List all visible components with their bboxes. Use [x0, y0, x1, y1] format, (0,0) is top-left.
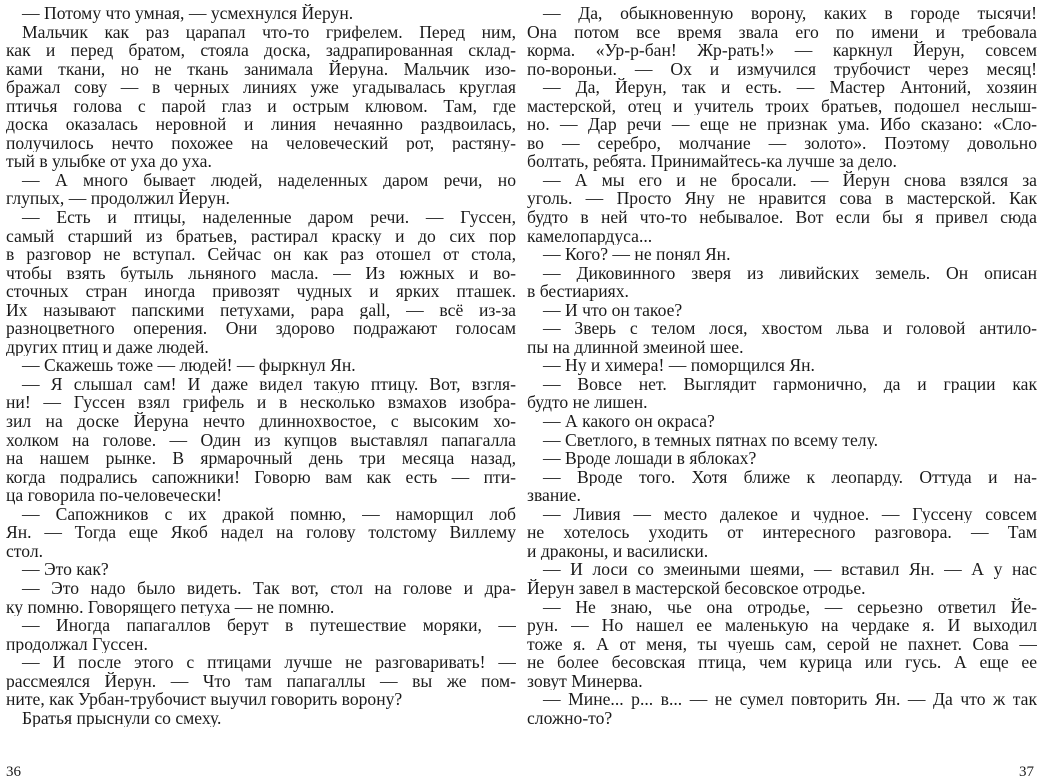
text-line: — Ну и химера! — поморщился Ян.	[543, 356, 815, 375]
text-line: холком на голове. — Один из купцов выставлял папагалла	[6, 430, 516, 450]
text-line: но. — Дар речи — еще не признак ума. Ибо сказано: «Сло-	[527, 115, 1037, 134]
text-line: — Да, Йерун, так и есть. — Мастер Антоний, хозяин	[543, 78, 1037, 97]
text-line: Йерун завел в мастерской бесовское отродье.	[527, 578, 866, 598]
text-line: разноцветного оперения. Они здорово подражают голосам	[6, 319, 516, 338]
text-line: пы на длинной змеиной шее.	[527, 337, 744, 357]
text-line: ку помню. Говорящего петуха — не помню.	[6, 597, 335, 617]
text-line: ни! — Гуссен взял грифель и в несколько взмахов изобра-	[6, 393, 516, 413]
page-number-right: 37	[1019, 764, 1034, 780]
text-line: рассмеялся Йерун. — Что там папагаллы — вы же пом-	[6, 671, 516, 691]
text-line: камелопардуса...	[527, 226, 653, 246]
text-line: — И лоси со змеиными шеями, — вставил Ян. — А у нас	[543, 560, 1037, 579]
text-line: корма. «Ур-р-бан! Жр-рать!» — каркнул Йерун, совсем	[527, 41, 1037, 60]
text-line: получилось нечто похожее на человеческий рот, растяну-	[6, 133, 516, 153]
text-line: — Сапожников с их дракой помню, — наморщил лоб	[22, 504, 516, 524]
text-line: на нашем рынке. В ярмарочный день три месяца назад,	[6, 449, 516, 468]
text-line: Ян. — Тогда еще Якоб надел на голову толстому Виллему	[6, 523, 516, 542]
text-line: не более бесовская птица, чем курица или гусь. А еще ее	[527, 653, 1037, 672]
text-line: сложно-то?	[527, 708, 613, 728]
text-line: — Вовсе нет. Выглядит гармонично, да и грации как	[543, 374, 1037, 394]
text-line: — Зверь с телом лося, хвостом льва и головой антило-	[543, 319, 1037, 338]
page-number-left: 36	[6, 764, 21, 780]
text-line: — Кого? — не понял Ян.	[543, 245, 731, 264]
text-line: — Вроде лошади в яблоках?	[543, 449, 757, 468]
text-line: Мальчик как раз царапал что-то грифелем. Перед ним,	[22, 22, 516, 42]
text-line: тый в улыбке от уха до уха.	[6, 152, 212, 171]
text-line: — Не знаю, чье она отродье, — серьезно ответил Йе-	[543, 597, 1037, 617]
text-line: — Есть и птицы, наделенные даром речи. — Гуссен,	[22, 208, 516, 227]
text-line: чтобы взять бутыль льняного масла. — Из южных и во-	[6, 263, 516, 283]
text-line: — Потому что умная, — усмехнулся Йерун.	[22, 4, 354, 23]
text-line: болтать, ребята. Принимайтесь-ка лучше за дело.	[527, 152, 897, 171]
text-line: — Мине... р... в... — не сумел повторить Ян. — Да что ж так	[543, 690, 1037, 709]
text-line: рун. — Но нашел ее маленькую на чердаке я. И выходил	[527, 616, 1037, 635]
text-line: в бестиариях.	[527, 282, 629, 301]
text-line: — Я слышал сам! И даже видел такую птицу. Вот, взгля-	[22, 374, 516, 394]
text-line: уголь. — Просто Яну не нравится сова в мастерской. Как	[527, 189, 1037, 209]
text-line: — А много бывает людей, наделенных даром речи, но	[22, 170, 516, 190]
text-line: — Скажешь тоже — людей! — фыркнул Ян.	[22, 356, 356, 375]
text-line: Их называют папскими петухами, papa gall, — всё из-за	[6, 300, 516, 320]
text-line: тоже я. А от меня, ты чуешь сам, серой не пахнет. Сова —	[527, 634, 1037, 654]
left-page-text	[6, 4, 516, 727]
text-line: ками ткани, но не ткань занимала Йеруна. Мальчик изо-	[6, 59, 516, 79]
text-line: — А какого он окраса?	[543, 412, 715, 431]
text-line: бражал сову — в черных линиях уже угадывалась круглая	[6, 78, 516, 97]
text-line: в разговор не вступал. Сейчас он как раз отошел от стола,	[6, 245, 516, 264]
text-line: сточных стран иногда привозят чудных и ярких пташек.	[6, 282, 516, 301]
text-line: — И после этого с птицами лучше не разговаривать! —	[22, 653, 516, 672]
text-line: птичья голова с парой глаз и острым клювом. Там, где	[6, 96, 516, 116]
text-line: мастерской, отец и учитель троих братьев, подошел неслыш-	[527, 96, 1037, 116]
text-line: — Иногда папагаллов берут в путешествие моряки, —	[22, 616, 516, 635]
text-line: стол.	[6, 541, 44, 561]
text-line: — Ливия — место далекое и чудное. — Гуссену совсем	[543, 504, 1037, 524]
text-line: будто не лишен.	[527, 393, 648, 413]
text-line: ца говорила по-человечески!	[6, 486, 222, 505]
text-line: зовут Минерва.	[527, 671, 643, 691]
text-line: зил на доске Йеруна нечто длиннохвостое, с высоким хо-	[6, 412, 516, 431]
text-line: — Диковинного зверя из ливийских земель. Он описан	[543, 263, 1037, 283]
text-line: доска оказалась неровной и линия нечаянно раздвоилась,	[6, 115, 516, 134]
text-line: будто в ней что-то небывалое. Вот если бы я привел сюда	[527, 208, 1037, 227]
text-line: — Да, обыкновенную ворону, каких в городе тысячи!	[543, 4, 1037, 23]
text-line: — А мы его и не бросали. — Йерун снова взялся за	[543, 170, 1037, 190]
text-line: — Это как?	[22, 560, 109, 579]
text-line: других птиц и даже людей.	[6, 337, 209, 357]
text-line: и драконы, и василиски.	[527, 541, 709, 561]
text-line: — И что он такое?	[543, 300, 683, 320]
text-line: самый старший из братьев, растирал краску и до сих пор	[6, 226, 516, 246]
text-line: Она потом все время звала его по имени и требовала	[527, 22, 1037, 42]
text-line: по-вороньи. — Ох и измучился трубочист через месяц!	[527, 59, 1037, 79]
text-line: не хотелось уходить от интересного разговора. — Там	[527, 523, 1037, 542]
text-line: когда подрались сапожники! Говорю вам как есть — пти-	[6, 467, 516, 487]
text-line: продолжал Гуссен.	[6, 634, 148, 654]
text-line: — Вроде того. Хотя ближе к леопарду. Оттуда и на-	[543, 467, 1037, 487]
text-line: — Это надо было видеть. Так вот, стол на голове и дра-	[22, 578, 516, 598]
text-line: — Светлого, в темных пятнах по всему телу.	[543, 430, 879, 450]
text-line: во — серебро, молчание — золото». Поэтому довольно	[527, 133, 1037, 153]
text-line: ните, как Урбан-трубочист выучил говорить ворону?	[6, 690, 403, 709]
right-page-text	[527, 4, 1037, 727]
text-line: Братья прыснули со смеху.	[22, 708, 222, 728]
text-line: как и перед братом, стояла доска, задрапированная склад-	[6, 41, 516, 60]
text-line: звание.	[527, 486, 581, 505]
text-line: глупых, — продолжил Йерун.	[6, 189, 230, 209]
